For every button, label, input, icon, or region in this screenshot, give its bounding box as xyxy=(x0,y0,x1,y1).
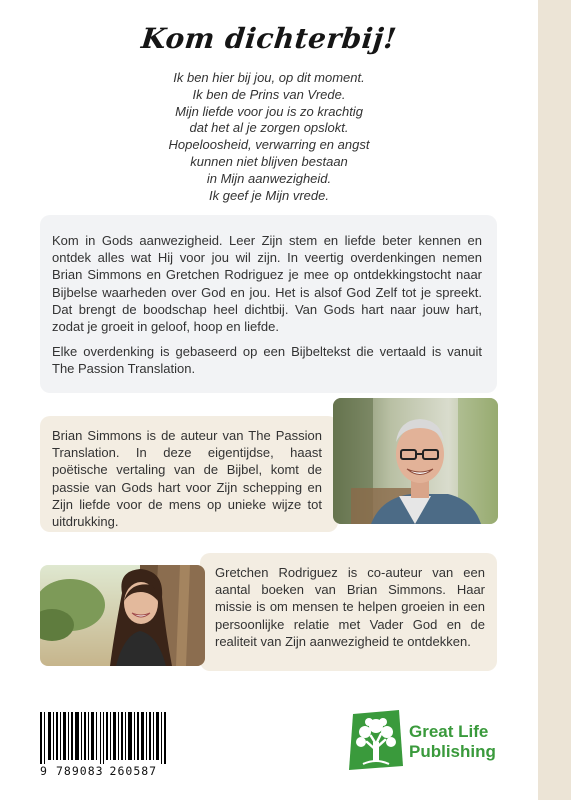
poem-line: Hopeloosheid, verwarring en angst xyxy=(168,137,370,153)
publisher-logo xyxy=(347,708,507,772)
poem-line: dat het al je zorgen opslokt. xyxy=(189,120,349,136)
brian-bio-box xyxy=(40,416,338,532)
isbn-group-1: 789083 xyxy=(56,764,104,778)
publisher-name xyxy=(409,722,496,762)
gretchen-bio-box xyxy=(200,553,497,671)
intro-box xyxy=(40,215,497,393)
gretchen-bio-text: Gretchen Rodriguez is co-auteur van een aantal boeken van Brian Simmons. Haar missie is om mensen te helpen groeien in een persoonlijke relatie met Vader God en de realiteit van Zijn aanwezigheid te ontdekken. xyxy=(215,565,485,649)
cover-spine-strip xyxy=(538,0,571,800)
gretchen-photo xyxy=(40,565,205,666)
brian-bio-text: Brian Simmons is de auteur van The Passion Translation. In deze eigentijdse, haast poëtische vertaling van de Bijbel, komt de passie van Gods hart voor Zijn schepping en Zijn liefde voor de mens op unieke wijze tot uitdrukking. xyxy=(52,428,322,530)
poem-line: Ik ben hier bij jou, op dit moment. xyxy=(173,70,365,85)
intro-paragraph-1: Kom in Gods aanwezigheid. Leer Zijn stem en liefde beter kennen en ontdek alles wat Hij voor jou wil zijn. In veertig overdenkingen nemen Brian Simmons en Gretchen Rodriguez je mee op ontdekkingstocht naar Bijbelse waarheden over God en jou. Het is alsof God Zelf tot je spreekt. Dat brengt de boodschap heel dichtbij. Van Gods hart naar jouw hart, zodat je groeit in geloof, hoop en liefde. xyxy=(52,233,482,335)
intro-paragraph-2: Elke overdenking is gebaseerd op een Bijbeltekst die vertaald is vanuit The Passion Translation. xyxy=(52,344,482,377)
poem-line: Mijn liefde voor jou is zo krachtig xyxy=(175,103,363,119)
poem-line: Ik ben de Prins van Vrede. xyxy=(192,86,346,102)
tree-icon xyxy=(347,708,405,772)
isbn-digits xyxy=(40,764,170,778)
poem xyxy=(40,70,498,204)
poem-line: in Mijn aanwezigheid. xyxy=(206,170,332,186)
publisher-name-line-1: Great Life xyxy=(409,722,489,741)
page-title: Kom dichterbij! xyxy=(139,22,399,55)
isbn-group-2: 260587 xyxy=(109,764,158,778)
poem-line: kunnen niet blijven bestaan xyxy=(190,153,348,169)
barcode xyxy=(40,712,166,764)
poem-line: Ik geef je Mijn vrede. xyxy=(209,187,329,203)
isbn-lead-digit: 9 xyxy=(40,764,47,778)
brian-photo xyxy=(333,398,498,524)
publisher-name-line-2: Publishing xyxy=(409,742,496,761)
